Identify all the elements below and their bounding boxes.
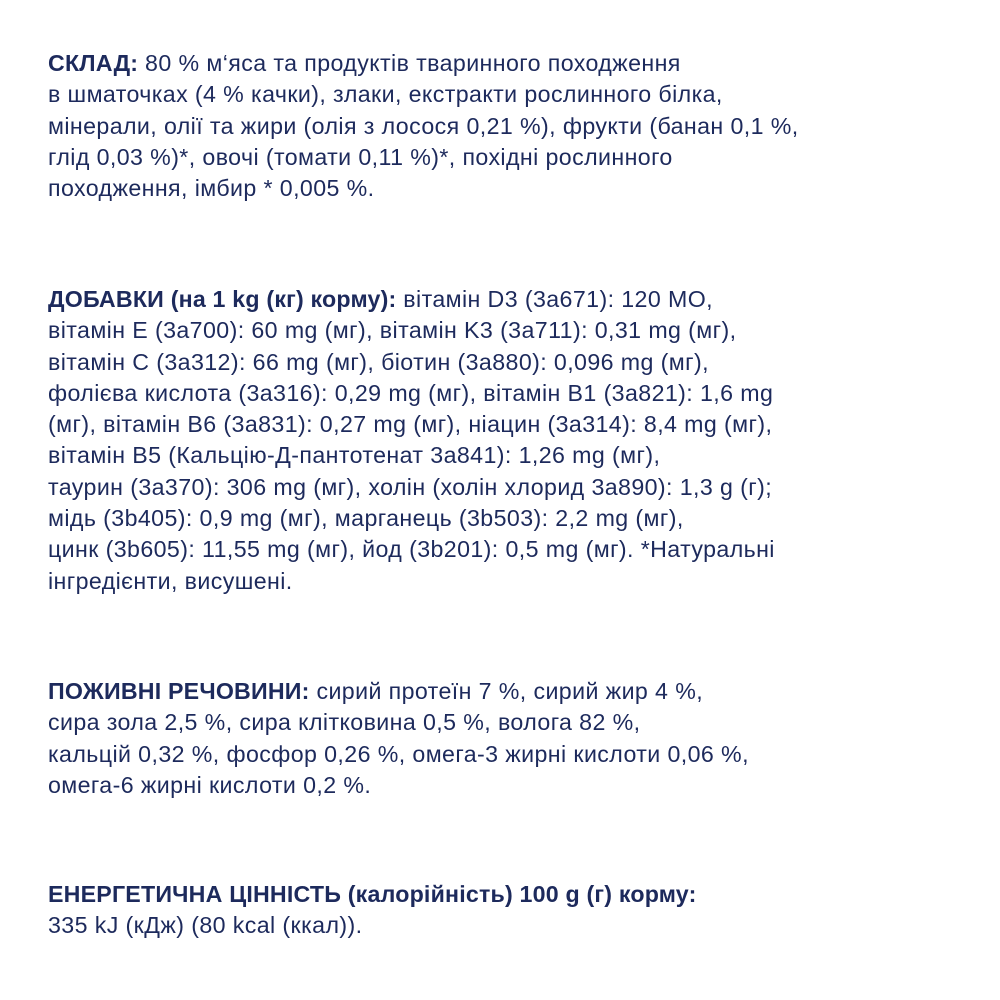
additives-line-2: вітамін E (3a700): 60 mg (мг), вітамін K3 (3a711): 0,31 mg (мг), <box>48 317 737 344</box>
composition-line-5: походження, імбир * 0,005 %. <box>48 175 375 202</box>
energy-label: ЕНЕРГЕТИЧНА ЦІННІСТЬ (калорійність) 100 g (г) корму: <box>48 881 697 907</box>
additives-line-8: мідь (3b405): 0,9 mg (мг), марганець (3b503): 2,2 mg (мг), <box>48 505 684 532</box>
nutrients-section <box>48 676 968 801</box>
energy-section <box>48 879 968 942</box>
composition-line-2: в шматочках (4 % качки), злаки, екстракти рослинного білка, <box>48 81 723 108</box>
nutrients-text: сирий протеїн 7 %, сирий жир 4 %, <box>309 678 704 704</box>
additives-text: вітамін D3 (3a671): 120 МО, <box>396 286 713 312</box>
composition-line-4: глід 0,03 %)*, овочі (томати 0,11 %)*, похідні рослинного <box>48 143 673 170</box>
nutrients-label: ПОЖИВНІ РЕЧОВИНИ: <box>48 678 310 704</box>
composition-line-3: мінерали, олії та жири (олія з лосося 0,21 %), фрукти (банан 0,1 %, <box>48 112 799 139</box>
additives-line-3: вітамін C (3a312): 66 mg (мг), біотин (3a880): 0,096 mg (мг), <box>48 348 709 375</box>
additives-line-5: (мг), вітамін B6 (3a831): 0,27 mg (мг), ніацин (3a314): 8,4 mg (мг), <box>48 411 773 438</box>
additives-line-9: цинк (3b605): 11,55 mg (мг), йод (3b201): 0,5 mg (мг). *Натуральні <box>48 536 775 563</box>
nutrients-line-2: сира зола 2,5 %, сира клітковина 0,5 %, волога 82 %, <box>48 709 641 736</box>
additives-line-4: фолієва кислота (3a316): 0,29 mg (мг), вітамін B1 (3a821): 1,6 mg <box>48 379 774 406</box>
composition-label: СКЛАД: <box>48 50 139 76</box>
nutrients-line-3: кальцій 0,32 %, фосфор 0,26 %, омега-3 жирні кислоти 0,06 %, <box>48 740 749 767</box>
additives-line-1 <box>48 284 968 315</box>
nutrients-line-4: омега-6 жирні кислоти 0,2 %. <box>48 771 372 798</box>
additives-line-10: інгредієнти, висушені. <box>48 567 293 594</box>
energy-line-1 <box>48 879 968 910</box>
energy-line-2: 335 kJ (кДж) (80 kcal (ккал)). <box>48 912 363 939</box>
additives-label: ДОБАВКИ (на 1 kg (кг) корму): <box>48 286 397 312</box>
additives-section <box>48 284 968 597</box>
additives-line-7: таурин (3a370): 306 mg (мг), холін (холін хлорид 3a890): 1,3 g (г); <box>48 473 773 500</box>
nutrients-line-1 <box>48 676 968 707</box>
composition-line-1 <box>48 48 968 79</box>
composition-text: 80 % м‘яса та продуктів тваринного походження <box>138 50 681 76</box>
additives-line-6: вітамін B5 (Кальцію-Д-пантотенат 3a841): 1,26 mg (мг), <box>48 442 661 469</box>
composition-section <box>48 48 968 204</box>
